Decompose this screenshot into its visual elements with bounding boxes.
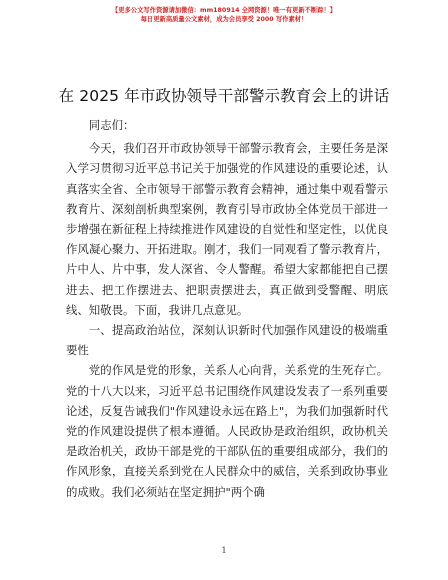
promo-banner-line-2: 每日更新高质量公文素材，成为会员享受 2000 写作素材！ <box>140 16 308 23</box>
promo-banner <box>0 6 448 24</box>
page-number: 1 <box>221 546 227 555</box>
salutation: 同志们： <box>88 118 135 132</box>
paragraph-1: 今天，我们召开市政协领导干部警示教育会，主要任务是深入学习贯彻习近平总书记关于加强党的作风建设的重要论述，认真落实全省、全市领导干部警示教育会精神，通过集中观看警示教育片、深刻剖析典型案例，教育引导市政协全体党员干部进一步增强在新征程上持续推进作风建设的自觉性和坚定性，以优良作风凝心聚力、开拓进取。刚才，我们一同观看了警示教育片，片中人、片中事，发人深省、令人警醒。希望大家都能把自己摆进去、把工作摆进去、把职责摆进去，真正做到受警醒、明底线、知敬畏。下面，我讲几点意见。 <box>66 141 388 317</box>
document-body <box>66 115 388 502</box>
paragraph-2: 党的作风是党的形象，关系人心向背，关系党的生死存亡。党的十八大以来，习近平总书记围绕作风建设发表了一系列重要论述，反复告诫我们"作风建设永远在路上"，为我们加强新时代党的作风建设提供了根本遵循。人民政协是政治组织，政协机关是政治机关，政协干部是党的干部队伍的重要组成部分，我们的作风形象，直接关系到党在人民群众中的威信，关系到政协事业的成败。我们必须站在坚定拥护"两个确 <box>66 363 388 499</box>
document-title: 在 2025 年市政协领导干部警示教育会上的讲话 <box>58 87 390 105</box>
section-heading-1: 一、提高政治站位，深刻认识新时代加强作风建设的极端重要性 <box>66 323 388 358</box>
promo-banner-line-1: 【更多公文写作资源请加微信：mm180914 全网资源！唯一有更新不断踪！】 <box>111 7 337 14</box>
